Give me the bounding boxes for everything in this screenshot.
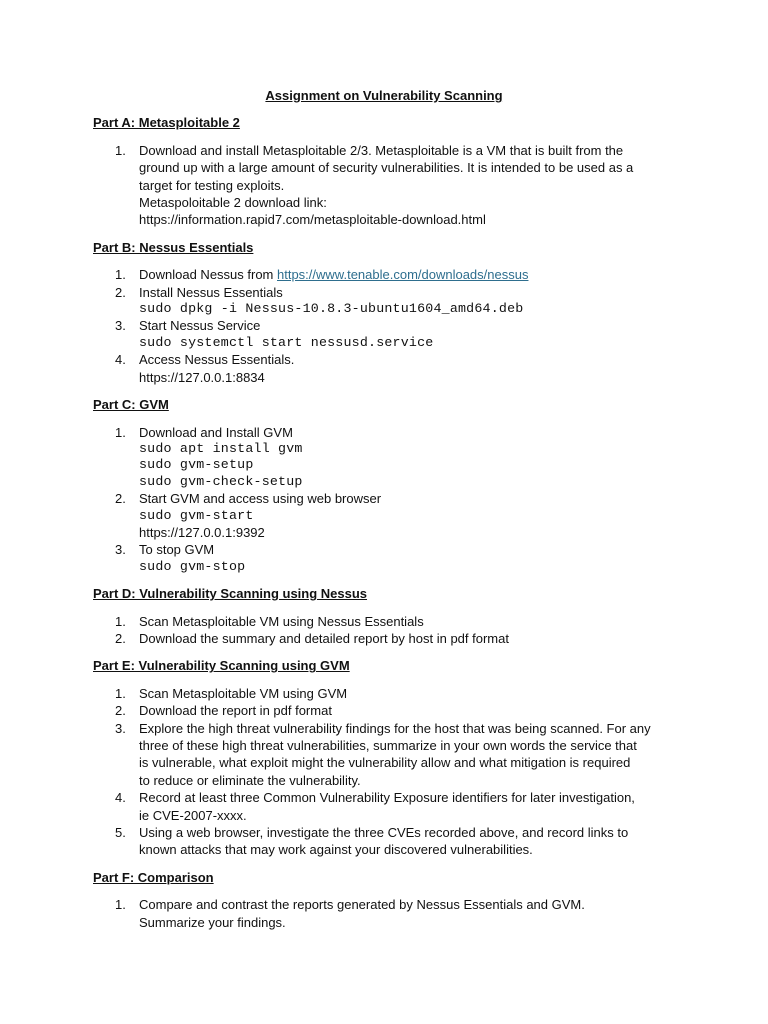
list-item: [93, 613, 693, 630]
item-number: 3.: [115, 542, 126, 558]
item-number: 1.: [115, 613, 126, 629]
item-number: 4.: [115, 352, 126, 368]
list-item: [93, 424, 693, 491]
item-number: 1.: [115, 897, 126, 913]
item-text: Download and install Metasploitable 2/3. Metasploitable is a VM that is built from the: [139, 142, 624, 158]
item-text-prefix: Download Nessus from: [139, 267, 277, 283]
item-number: 3.: [115, 720, 126, 736]
item-text: to reduce or eliminate the vulnerability.: [139, 772, 361, 788]
list-item: [93, 789, 693, 824]
list-item: [93, 541, 693, 575]
item-number: 1.: [115, 685, 126, 701]
item-text: Scan Metasploitable VM using Nessus Essentials: [139, 613, 424, 629]
item-text: To stop GVM: [139, 542, 215, 558]
part-f-heading: Part F: Comparison: [93, 869, 214, 885]
code-line: sudo gvm-check-setup: [139, 473, 303, 489]
code-line: sudo gvm-start: [139, 507, 254, 523]
list-item: [93, 317, 693, 351]
nessus-download-link[interactable]: https://www.tenable.com/downloads/nessus: [277, 267, 529, 283]
list-item: [93, 702, 693, 719]
item-text: target for testing exploits.: [139, 177, 285, 193]
item-number: 2.: [115, 284, 126, 300]
part-f-list: [93, 896, 693, 931]
item-text: Download and Install GVM: [139, 424, 293, 440]
item-text: Using a web browser, investigate the three CVEs recorded above, and record links to: [139, 825, 629, 841]
list-item: [93, 266, 693, 283]
item-text: Scan Metasploitable VM using GVM: [139, 685, 348, 701]
item-text: Install Nessus Essentials: [139, 284, 283, 300]
part-c-heading: Part C: GVM: [93, 397, 169, 413]
item-number: 1.: [115, 142, 126, 158]
item-text: is vulnerable, what exploit might the vulnerability allow and what mitigation is required: [139, 755, 631, 771]
part-e-heading: Part E: Vulnerability Scanning using GVM: [93, 658, 350, 674]
item-text: Explore the high threat vulnerability findings for the host that was being scanned. For any: [139, 720, 651, 736]
list-item: [93, 351, 693, 386]
part-a-list: [93, 142, 693, 229]
item-number: 1.: [115, 424, 126, 440]
item-text: Metaspoloitable 2 download link:: [139, 195, 327, 211]
part-d-heading: Part D: Vulnerability Scanning using Nessus: [93, 586, 368, 602]
item-text: Summarize your findings.: [139, 914, 286, 930]
item-text: known attacks that may work against your discovered vulnerabilities.: [139, 842, 533, 858]
item-text: [139, 266, 693, 283]
item-text: Access Nessus Essentials.: [139, 352, 295, 368]
code-line: sudo gvm-stop: [139, 558, 246, 574]
item-text: Download the report in pdf format: [139, 703, 332, 719]
code-line: sudo gvm-setup: [139, 457, 254, 473]
part-c-list: [93, 424, 693, 576]
metasploitable-download-url: https://information.rapid7.com/metasploitable-download.html: [139, 212, 486, 228]
code-line: sudo systemctl start nessusd.service: [139, 334, 434, 350]
item-text: Start GVM and access using web browser: [139, 491, 382, 507]
item-text: Download the summary and detailed report by host in pdf format: [139, 630, 509, 646]
part-b-heading: Part B: Nessus Essentials: [93, 239, 254, 255]
list-item: [93, 720, 693, 790]
list-item: [93, 284, 693, 318]
list-item: [93, 490, 693, 541]
item-number: 1.: [115, 267, 126, 283]
code-line: sudo apt install gvm: [139, 440, 303, 456]
item-text: Compare and contrast the reports generated by Nessus Essentials and GVM.: [139, 897, 585, 913]
item-text: ground up with a large amount of security vulnerabilities. It is intended to be used as a: [139, 160, 634, 176]
item-number: 5.: [115, 825, 126, 841]
item-number: 4.: [115, 790, 126, 806]
nessus-local-url: https://127.0.0.1:8834: [139, 369, 265, 385]
list-item: [93, 630, 693, 647]
list-item: [93, 896, 693, 931]
part-e-list: [93, 685, 693, 859]
part-b-list: [93, 266, 693, 386]
item-text: ie CVE-2007-xxxx.: [139, 807, 247, 823]
list-item: [93, 685, 693, 702]
part-a-heading: Part A: Metasploitable 2: [93, 115, 240, 131]
code-line: sudo dpkg -i Nessus-10.8.3-ubuntu1604_amd64.deb: [139, 301, 524, 317]
part-d-list: [93, 613, 693, 648]
item-text: Start Nessus Service: [139, 318, 261, 334]
item-number: 2.: [115, 491, 126, 507]
gvm-local-url: https://127.0.0.1:9392: [139, 524, 265, 540]
document-page: [93, 87, 693, 941]
item-number: 3.: [115, 318, 126, 334]
item-number: 2.: [115, 703, 126, 719]
item-number: 2.: [115, 630, 126, 646]
document-title: Assignment on Vulnerability Scanning: [265, 88, 503, 103]
list-item: [93, 142, 693, 229]
item-text: three of these high threat vulnerabilities, summarize in your own words the service that: [139, 738, 637, 753]
list-item: [93, 824, 693, 859]
item-text: Record at least three Common Vulnerability Exposure identifiers for later investigation,: [139, 790, 635, 806]
